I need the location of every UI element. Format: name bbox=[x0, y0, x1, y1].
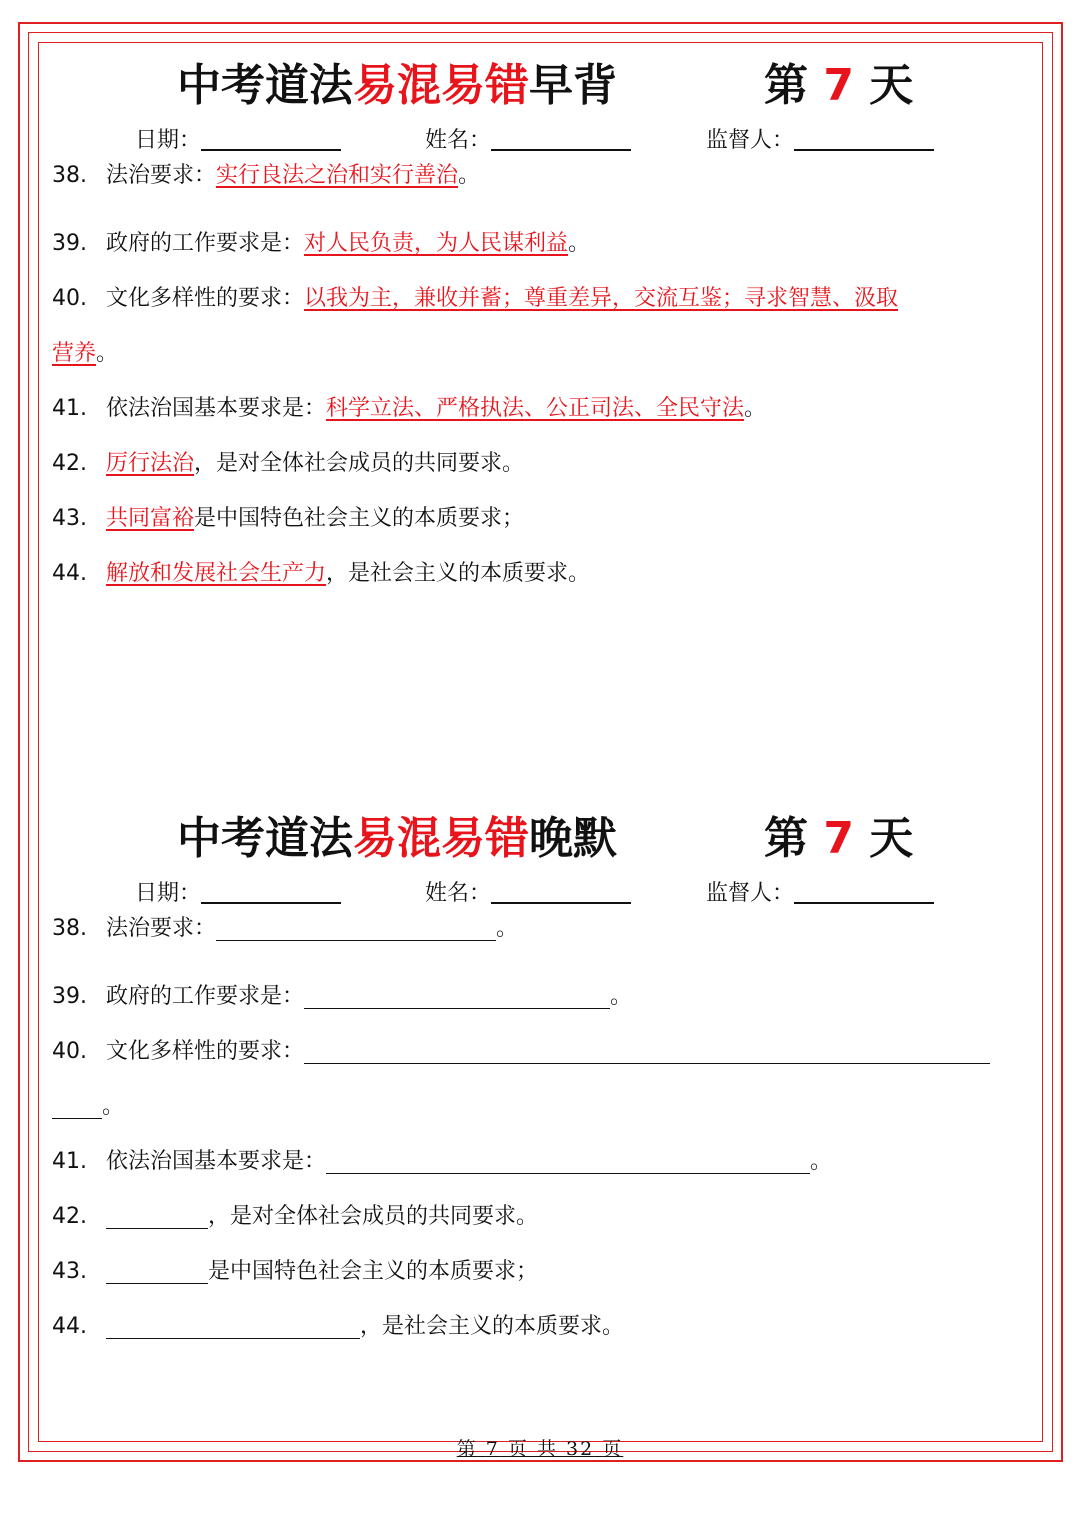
supervisor-label: 监督人： bbox=[706, 128, 795, 153]
evening-item-44 bbox=[52, 1299, 1027, 1354]
title-suffix: 早背 bbox=[529, 60, 617, 111]
date-label: 日期： bbox=[135, 128, 202, 153]
evening-item-41 bbox=[52, 1134, 1027, 1189]
morning-meta bbox=[52, 117, 1027, 161]
morning-item-43 bbox=[52, 491, 1027, 546]
date-field[interactable] bbox=[201, 880, 341, 904]
item-prompt: 政府的工作要求是： bbox=[106, 984, 305, 1009]
item-number: 40. bbox=[52, 1039, 87, 1064]
answer-blank[interactable] bbox=[106, 1202, 208, 1229]
supervisor-field[interactable] bbox=[794, 127, 934, 151]
item-number: 39. bbox=[52, 231, 87, 256]
item-answer: 科学立法、严格执法、公正司法、全民守法 bbox=[326, 396, 745, 421]
page-footer bbox=[0, 1434, 1080, 1461]
day-prefix: 第 bbox=[764, 60, 808, 111]
answer-blank[interactable] bbox=[304, 1037, 990, 1064]
evening-item-40-cont bbox=[52, 1079, 1027, 1134]
item-end: 。 bbox=[102, 1094, 125, 1119]
item-end: 。 bbox=[610, 984, 633, 1009]
item-number: 44. bbox=[52, 1314, 87, 1339]
item-prompt: 政府的工作要求是： bbox=[106, 231, 305, 256]
evening-item-42 bbox=[52, 1189, 1027, 1244]
item-end: 。 bbox=[568, 231, 591, 256]
item-prompt: 依法治国基本要求是： bbox=[106, 396, 327, 421]
item-prompt: 文化多样性的要求： bbox=[106, 1039, 305, 1064]
title-suffix: 晚默 bbox=[529, 813, 617, 864]
footer-suffix: 页 bbox=[602, 1438, 624, 1460]
item-end: ，是对全体社会成员的共同要求。 bbox=[208, 1204, 539, 1229]
item-end: 。 bbox=[496, 916, 519, 941]
name-field[interactable] bbox=[491, 127, 631, 151]
item-end: 是中国特色社会主义的本质要求； bbox=[194, 506, 525, 531]
answer-blank[interactable] bbox=[326, 1147, 810, 1174]
evening-item-40 bbox=[52, 1024, 1027, 1079]
item-end: ，是对全体社会成员的共同要求。 bbox=[194, 451, 525, 476]
morning-item-40 bbox=[52, 271, 1027, 326]
morning-item-38 bbox=[52, 161, 1027, 191]
item-end: 。 bbox=[458, 163, 481, 188]
day-number: 7 bbox=[823, 813, 854, 864]
answer-blank[interactable] bbox=[106, 1257, 208, 1284]
answer-blank[interactable] bbox=[304, 982, 610, 1009]
item-number: 40. bbox=[52, 286, 87, 311]
morning-item-42 bbox=[52, 436, 1027, 491]
item-end: 。 bbox=[744, 396, 767, 421]
title-highlight: 易混易错 bbox=[353, 60, 529, 111]
item-number: 42. bbox=[52, 1204, 87, 1229]
morning-item-44 bbox=[52, 546, 1027, 601]
day-prefix: 第 bbox=[764, 813, 808, 864]
item-end: 是中国特色社会主义的本质要求； bbox=[208, 1259, 539, 1284]
answer-blank[interactable] bbox=[106, 1312, 360, 1339]
evening-section bbox=[52, 808, 1027, 1354]
morning-title bbox=[52, 55, 1027, 117]
day-number: 7 bbox=[823, 60, 854, 111]
item-answer: 对人民负责，为人民谋利益 bbox=[304, 231, 569, 256]
answer-blank[interactable] bbox=[216, 914, 496, 941]
evening-item-39 bbox=[52, 969, 1027, 1024]
morning-item-40-cont bbox=[52, 326, 1027, 381]
supervisor-field[interactable] bbox=[794, 880, 934, 904]
item-prompt: 文化多样性的要求： bbox=[106, 286, 305, 311]
item-prompt: 依法治国基本要求是： bbox=[106, 1149, 327, 1174]
item-prompt: 法治要求： bbox=[106, 163, 217, 188]
evening-title bbox=[52, 808, 1027, 870]
day-suffix: 天 bbox=[869, 60, 914, 111]
supervisor-label: 监督人： bbox=[706, 881, 795, 906]
morning-section bbox=[52, 55, 1027, 601]
morning-item-39 bbox=[52, 216, 1027, 271]
title-prefix: 中考道法 bbox=[177, 813, 353, 864]
footer-page-total: 32 bbox=[566, 1438, 595, 1460]
item-answer: 解放和发展社会生产力 bbox=[106, 561, 327, 586]
item-number: 38. bbox=[52, 916, 87, 941]
item-number: 43. bbox=[52, 1259, 87, 1284]
item-end: 。 bbox=[810, 1149, 833, 1174]
title-prefix: 中考道法 bbox=[177, 60, 353, 111]
day-suffix: 天 bbox=[869, 813, 914, 864]
item-number: 43. bbox=[52, 506, 87, 531]
item-end: ，是社会主义的本质要求。 bbox=[326, 561, 591, 586]
morning-item-41 bbox=[52, 381, 1027, 436]
item-number: 39. bbox=[52, 984, 87, 1009]
item-number: 42. bbox=[52, 451, 87, 476]
evening-item-43 bbox=[52, 1244, 1027, 1299]
item-end: ，是社会主义的本质要求。 bbox=[360, 1314, 625, 1339]
name-label: 姓名： bbox=[425, 128, 492, 153]
footer-prefix: 第 bbox=[456, 1438, 478, 1460]
item-answer: 厉行法治 bbox=[106, 451, 195, 476]
name-field[interactable] bbox=[491, 880, 631, 904]
item-answer: 以我为主，兼收并蓄；尊重差异，交流互鉴；寻求智慧、汲取 bbox=[304, 286, 899, 311]
item-prompt: 法治要求： bbox=[106, 916, 217, 941]
evening-meta bbox=[52, 870, 1027, 914]
name-label: 姓名： bbox=[425, 881, 492, 906]
item-number: 44. bbox=[52, 561, 87, 586]
item-number: 38. bbox=[52, 163, 87, 188]
item-answer-cont: 营养 bbox=[52, 341, 97, 366]
date-label: 日期： bbox=[135, 881, 202, 906]
item-number: 41. bbox=[52, 396, 87, 421]
item-end: 。 bbox=[96, 341, 119, 366]
footer-mid: 页 共 bbox=[507, 1438, 558, 1460]
evening-item-38 bbox=[52, 914, 1027, 944]
item-answer: 共同富裕 bbox=[106, 506, 195, 531]
date-field[interactable] bbox=[201, 127, 341, 151]
footer-page-number: 7 bbox=[485, 1438, 500, 1460]
item-number: 41. bbox=[52, 1149, 87, 1174]
title-highlight: 易混易错 bbox=[353, 813, 529, 864]
item-answer: 实行良法之治和实行善治 bbox=[216, 163, 459, 188]
answer-blank-cont[interactable] bbox=[52, 1092, 102, 1119]
